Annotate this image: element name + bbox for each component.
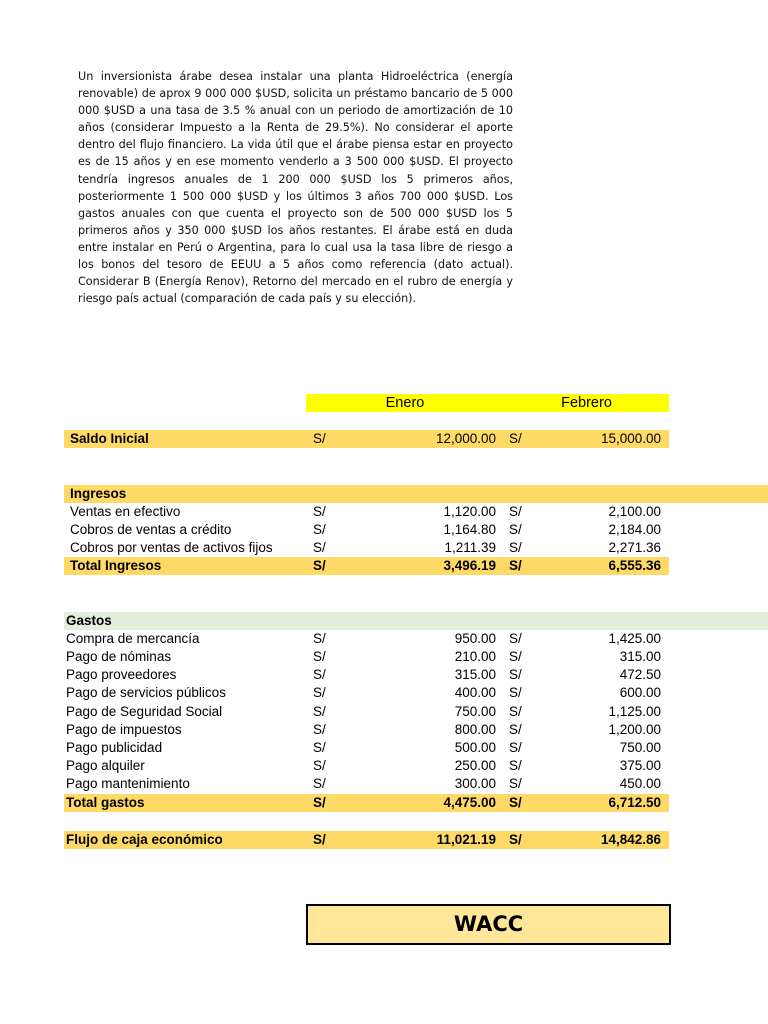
currency-symbol: S/ (313, 740, 326, 755)
table-row (0, 503, 768, 521)
row-value-enero: 300.00 (454, 776, 496, 791)
row-value-enero: 800.00 (454, 722, 496, 737)
table-row (0, 703, 768, 721)
currency-symbol: S/ (313, 776, 326, 791)
saldo-inicial-row (0, 430, 768, 448)
currency-symbol: S/ (509, 740, 522, 755)
currency-symbol: S/ (509, 431, 522, 446)
currency-symbol: S/ (313, 832, 326, 847)
currency-symbol: S/ (313, 795, 326, 810)
row-label: Compra de mercancía (66, 631, 200, 646)
saldo-inicial-febrero: 15,000.00 (600, 431, 661, 446)
total-ingresos-label: Total Ingresos (70, 558, 162, 573)
currency-symbol: S/ (509, 558, 522, 573)
row-value-febrero: 1,125.00 (608, 704, 661, 719)
table-row (0, 539, 768, 557)
currency-symbol: S/ (313, 631, 326, 646)
currency-symbol: S/ (509, 522, 522, 537)
row-label: Ventas en efectivo (70, 504, 181, 519)
watermark: · · · · · · · (225, 68, 309, 190)
gastos-header-row (0, 612, 768, 630)
currency-symbol: S/ (509, 667, 522, 682)
currency-symbol: S/ (509, 649, 522, 664)
currency-symbol: S/ (509, 795, 522, 810)
currency-symbol: S/ (509, 758, 522, 773)
flujo-row (0, 831, 768, 849)
row-value-enero: 500.00 (454, 740, 496, 755)
currency-symbol: S/ (313, 540, 326, 555)
ingresos-title: Ingresos (70, 486, 127, 501)
row-value-enero: 950.00 (454, 631, 496, 646)
row-value-enero: 250.00 (454, 758, 496, 773)
row-label: Pago de impuestos (66, 722, 182, 737)
table-row (0, 684, 768, 702)
row-value-enero: 1,120.00 (443, 504, 496, 519)
row-value-enero: 210.00 (454, 649, 496, 664)
row-value-febrero: 315.00 (619, 649, 661, 664)
table-row (0, 775, 768, 793)
month-header-febrero: Febrero (561, 395, 612, 411)
row-label: Pago mantenimiento (66, 776, 190, 791)
saldo-inicial-enero: 12,000.00 (435, 431, 496, 446)
total-ingresos-enero: 3,496.19 (443, 558, 496, 573)
row-value-enero: 1,211.39 (444, 540, 496, 555)
row-value-febrero: 1,200.00 (608, 722, 661, 737)
row-value-febrero: 600.00 (619, 685, 661, 700)
month-header-enero: Enero (385, 395, 425, 411)
table-row (0, 721, 768, 739)
total-ingresos-row (0, 557, 768, 575)
currency-symbol: S/ (509, 722, 522, 737)
currency-symbol: S/ (509, 631, 522, 646)
total-gastos-row (0, 794, 768, 812)
currency-symbol: S/ (509, 832, 522, 847)
row-value-febrero: 375.00 (619, 758, 661, 773)
row-label: Pago de servicios públicos (66, 685, 226, 700)
ingresos-header-row (0, 485, 768, 503)
row-value-febrero: 450.00 (619, 776, 661, 791)
wacc-box: WACC (306, 904, 671, 945)
currency-symbol: S/ (313, 685, 326, 700)
problem-statement: Un inversionista árabe desea instalar una planta Hidroeléctrica (energía renovable) de aprox 9 000 000 $USD, solicita un préstamo bancario de 5 000 000 $USD a una tasa de 3.5 % anual con un periodo de amortización de 10 años (considerar Impuesto a la Renta de 29.5%). No considerar el aporte dentro del flujo financiero. La vida útil que el árabe piensa estar en proyecto es de 15 años y en ese momento venderlo a 3 500 000 $USD. El proyecto tendría ingresos anuales de 1 200 000 $USD los 5 primeros años, posteriormente 1 500 000 $USD y los últimos 3 años 700 000 $USD. Los gastos anuales con que cuenta el proyecto son de 500 000 $USD los 5 primeros años y 350 000 $USD los años restantes. El árabe está en duda entre instalar en Perú o Argentina, para lo cual usa la tasa libre de riesgo a los bonos del tesoro de EEUU a 5 años como referencia (dato actual). Considerar B (Energía Renov), Retorno del mercado en el rubro de energía y riesgo país actual (comparación de cada país y su elección). (78, 70, 513, 306)
row-label: Cobros por ventas de activos fijos (70, 540, 273, 555)
currency-symbol: S/ (313, 722, 326, 737)
table-row (0, 739, 768, 757)
row-label: Pago de nóminas (66, 649, 172, 664)
currency-symbol: S/ (509, 704, 522, 719)
currency-symbol: S/ (509, 685, 522, 700)
row-value-enero: 1,164.80 (443, 522, 496, 537)
flujo-enero: 11,021.19 (436, 832, 496, 847)
currency-symbol: S/ (313, 704, 326, 719)
currency-symbol: S/ (313, 667, 326, 682)
table-row (0, 666, 768, 684)
currency-symbol: S/ (509, 776, 522, 791)
total-gastos-enero: 4,475.00 (443, 795, 496, 810)
total-gastos-label: Total gastos (66, 795, 145, 810)
row-label: Pago alquiler (66, 758, 145, 773)
row-value-febrero: 750.00 (619, 740, 661, 755)
row-label: Cobros de ventas a crédito (70, 522, 232, 537)
row-value-febrero: 472.50 (619, 667, 661, 682)
table-row (0, 521, 768, 539)
currency-symbol: S/ (313, 758, 326, 773)
table-row (0, 757, 768, 775)
flujo-label: Flujo de caja económico (66, 832, 223, 847)
row-value-febrero: 1,425.00 (608, 631, 661, 646)
total-gastos-febrero: 6,712.50 (608, 795, 661, 810)
row-value-enero: 750.00 (454, 704, 496, 719)
currency-symbol: S/ (509, 504, 522, 519)
currency-symbol: S/ (313, 522, 326, 537)
row-label: Pago proveedores (66, 667, 177, 682)
flujo-febrero: 14,842.86 (600, 832, 661, 847)
saldo-inicial-label: Saldo Inicial (70, 431, 149, 446)
currency-symbol: S/ (313, 504, 326, 519)
row-value-enero: 400.00 (454, 685, 496, 700)
row-label: Pago de Seguridad Social (66, 704, 223, 719)
currency-symbol: S/ (509, 540, 522, 555)
currency-symbol: S/ (313, 431, 326, 446)
row-label: Pago publicidad (66, 740, 163, 755)
currency-symbol: S/ (313, 558, 326, 573)
currency-symbol: S/ (313, 649, 326, 664)
gastos-title: Gastos (66, 613, 112, 628)
row-value-febrero: 2,184.00 (608, 522, 661, 537)
row-value-febrero: 2,100.00 (608, 504, 661, 519)
row-value-febrero: 2,271.36 (608, 540, 661, 555)
row-value-enero: 315.00 (454, 667, 496, 682)
total-ingresos-febrero: 6,555.36 (608, 558, 661, 573)
table-row (0, 630, 768, 648)
table-row (0, 648, 768, 666)
